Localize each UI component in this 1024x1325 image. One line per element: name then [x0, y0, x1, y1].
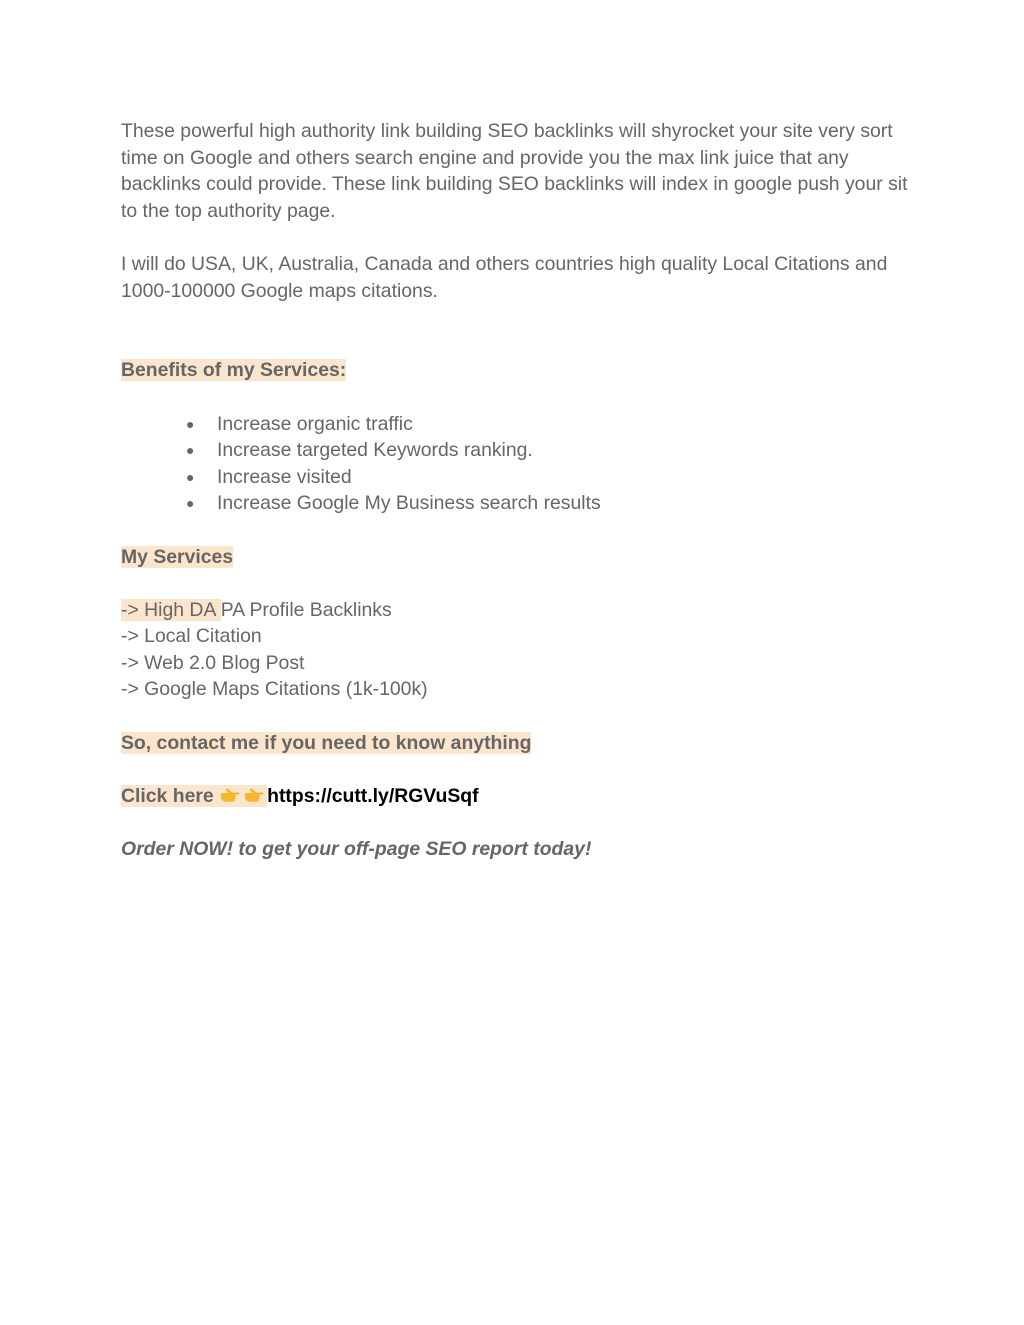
cta-link[interactable]: https://cutt.ly/RGVuSqf: [267, 784, 479, 807]
list-item: [186, 437, 911, 464]
benefits-heading: [121, 357, 911, 384]
intro-paragraph-1: These powerful high authority link building SEO backlinks will shyrocket your site very sort time on Google and others search engine and provide you the max link juice that any backlinks could provide. These link building SEO backlinks will index in google push your sit to the top authority page.: [121, 120, 908, 222]
benefits-list: [121, 411, 911, 517]
service-item-highlight: -> High DA: [121, 598, 221, 621]
service-item-rest: PA Profile Backlinks: [220, 598, 392, 621]
spacer: [121, 570, 911, 597]
list-item: [186, 490, 911, 517]
service-item: -> Local Citation: [121, 625, 262, 648]
services-heading: [121, 544, 911, 571]
contact-text: So, contact me if you need to know anything: [121, 731, 532, 754]
spacer: [121, 703, 911, 730]
list-item: [186, 411, 911, 438]
document-page: [121, 118, 911, 863]
benefit-text: Increase Google My Business search results: [217, 492, 601, 515]
service-item: [121, 597, 911, 624]
benefit-text: Increase organic traffic: [217, 412, 413, 435]
spacer: [121, 304, 911, 357]
cta-label: Click here: [121, 784, 220, 807]
services-heading-text: My Services: [121, 545, 234, 568]
benefits-heading-text: Benefits of my Services:: [121, 359, 347, 382]
contact-line: [121, 730, 911, 757]
benefit-text: Increase visited: [217, 465, 352, 488]
cta-line: [121, 783, 911, 810]
service-item: -> Web 2.0 Blog Post: [121, 651, 305, 674]
bullet-icon: ●: [186, 442, 195, 459]
pointing-right-hand-icon: [243, 786, 265, 804]
spacer: [121, 517, 911, 544]
bullet-icon: ●: [186, 415, 195, 432]
bullet-icon: ●: [186, 468, 195, 485]
list-item: [186, 464, 911, 491]
pointing-right-hand-icon: [219, 786, 241, 804]
spacer: [121, 809, 911, 836]
intro-paragraph-2: I will do USA, UK, Australia, Canada and others countries high quality Local Citations and 1000-100000 Google maps citations.: [121, 252, 888, 302]
closing-call-to-action: Order NOW! to get your off-page SEO report today!: [121, 838, 592, 861]
cta-label-group: [121, 785, 267, 807]
spacer: [121, 756, 911, 783]
spacer: [121, 384, 911, 411]
spacer: [121, 224, 911, 251]
bullet-icon: ●: [186, 495, 195, 512]
service-item: -> Google Maps Citations (1k-100k): [121, 678, 428, 701]
benefit-text: Increase targeted Keywords ranking.: [217, 439, 533, 462]
